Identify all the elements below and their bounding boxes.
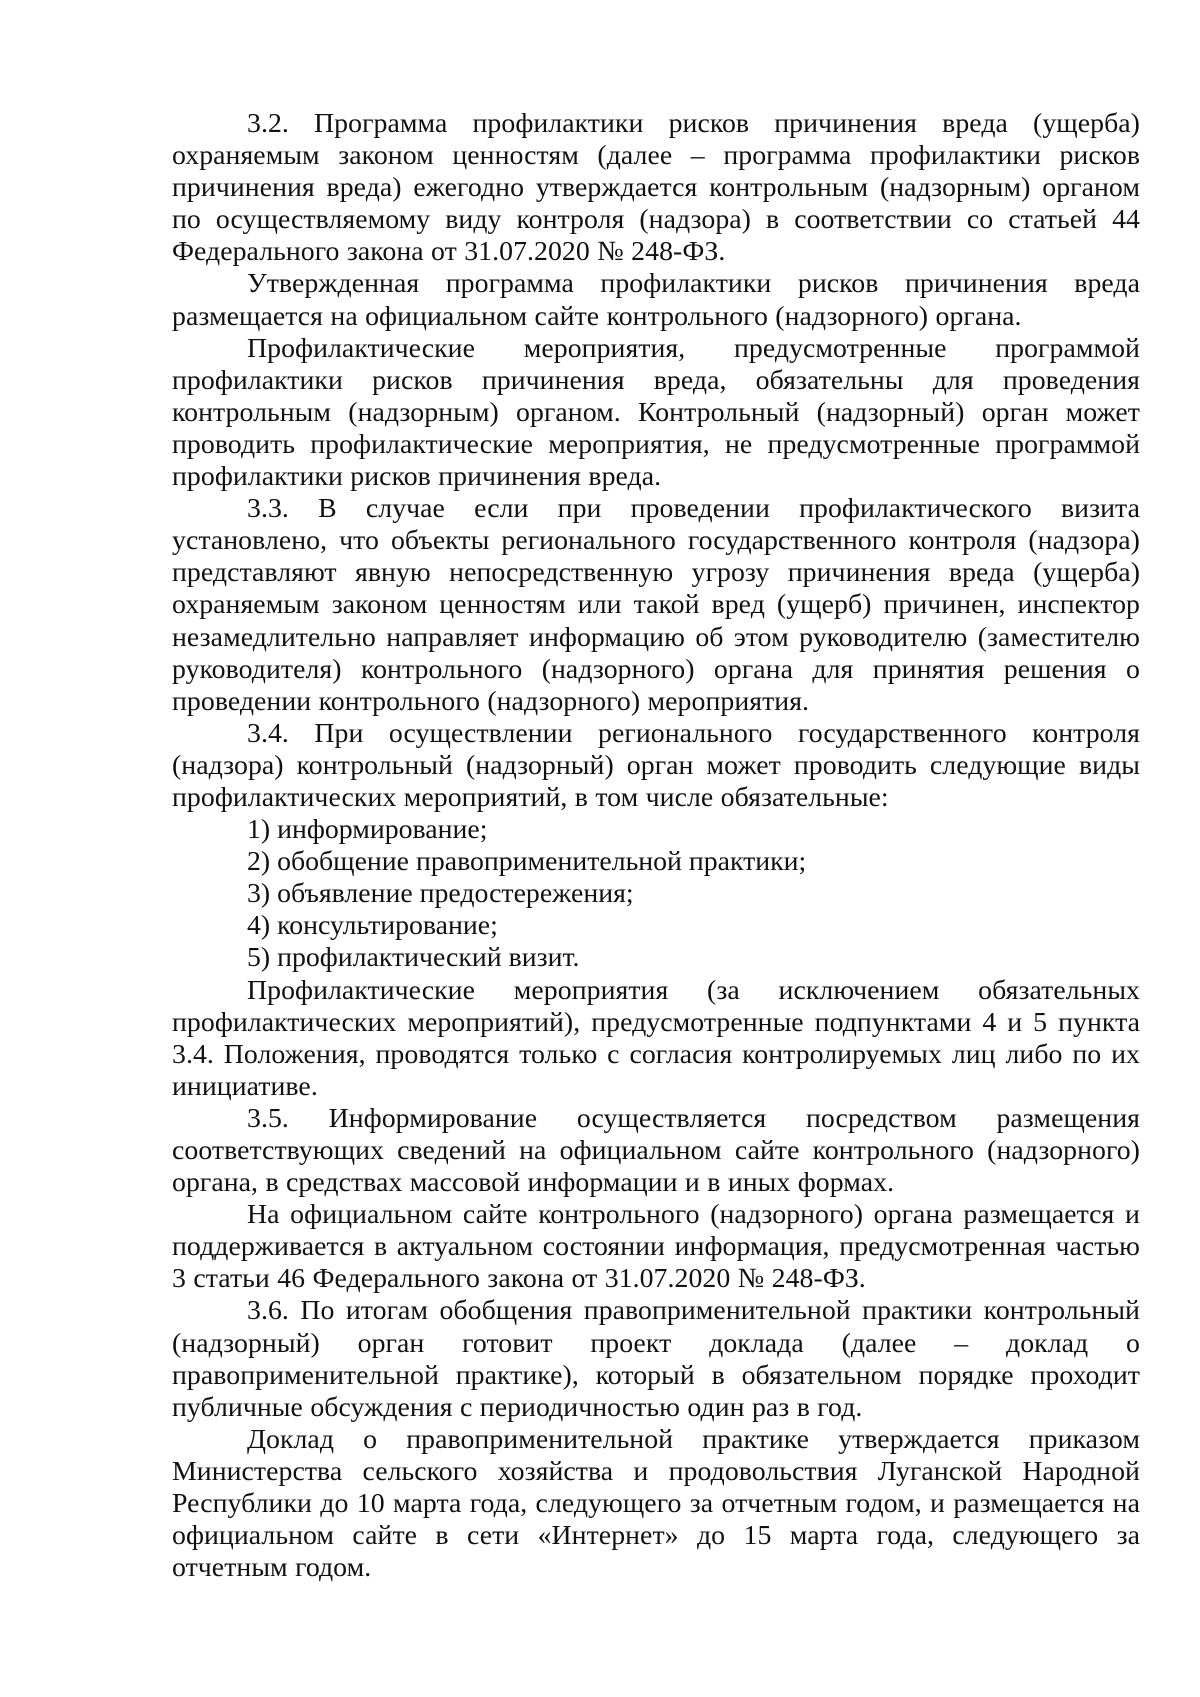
paragraph-3-2: 3.2. Программа профилактики рисков причинения вреда (ущерба) охраняемым законом ценностям (далее – программа профилактики рисков причинения вреда) ежегодно утверждается контрольным (надзорным) органом по осуществляемому виду контроля (надзора) в соответствии со статьей 44 Федерального закона от 31.07.2020 № 248-ФЗ.: [172, 108, 1140, 268]
paragraph-site-info: На официальном сайте контрольного (надзорного) органа размещается и поддерживается в актуальном состоянии информация, предусмотренная частью 3 статьи 46 Федерального закона от 31.07.2020 № 248-ФЗ.: [172, 1199, 1140, 1295]
paragraph-mandatory-events: Профилактические мероприятия, предусмотренные программой профилактики рисков причинения вреда, обязательны для проведения контрольным (надзорным) органом. Контрольный (надзорный) орган может проводить профилактические мероприятия, не предусмотренные программой профилактики рисков причинения вреда.: [172, 332, 1140, 493]
paragraph-3-5: 3.5. Информирование осуществляется посредством размещения соответствующих сведений на официальном сайте контрольного (надзорного) органа, в средствах массовой информации и в иных формах.: [172, 1102, 1140, 1199]
list-item-warning: 3) объявление предостережения;: [247, 878, 634, 910]
paragraph-report: Доклад о правоприменительной практике утверждается приказом Министерства сельского хозяйства и продовольствия Луганской Народной Республики до 10 марта года, следующего за отчетным годом, и размещается на официальном сайте в сети «Интернет» до 15 марта года, следующего за отчетным годом.: [172, 1423, 1140, 1584]
list-item-informing: 1) информирование;: [247, 814, 488, 846]
document-body: [172, 108, 1140, 1584]
paragraph-3-6: 3.6. По итогам обобщения правоприменительной практики контрольный (надзорный) орган готовит проект доклада (далее – доклад о правоприменительной практике), который в обязательном порядке проходит публичные обсуждения с периодичностью один раз в год.: [172, 1295, 1140, 1423]
list-item-visit: 5) профилактический визит.: [247, 942, 580, 974]
paragraph-approved-program: Утвержденная программа профилактики рисков причинения вреда размещается на официальном сайте контрольного (надзорного) органа.: [172, 268, 1140, 332]
list-item-consulting: 4) консультирование;: [247, 910, 498, 942]
paragraph-3-3: 3.3. В случае если при проведении профилактического визита установлено, что объекты регионального государственного контроля (надзора) представляют явную непосредственную угрозу причинения вреда (ущерба) охраняемым законом ценностям или такой вред (ущерб) причинен, инспектор незамедлительно направляет информацию об этом руководителю (заместителю руководителя) контрольного (надзорного) органа для принятия решения о проведении контрольного (надзорного) мероприятия.: [172, 493, 1140, 717]
paragraph-consent: Профилактические мероприятия (за исключением обязательных профилактических мероприятий), предусмотренные подпунктами 4 и 5 пункта 3.4. Положения, проводятся только с согласия контролируемых лиц либо по их инициативе.: [172, 974, 1140, 1102]
list-item-generalization: 2) обобщение правоприменительной практики;: [247, 846, 807, 878]
paragraph-3-4: 3.4. При осуществлении регионального государственного контроля (надзора) контрольный (надзорный) орган может проводить следующие виды профилактических мероприятий, в том числе обязательные:: [172, 717, 1140, 813]
